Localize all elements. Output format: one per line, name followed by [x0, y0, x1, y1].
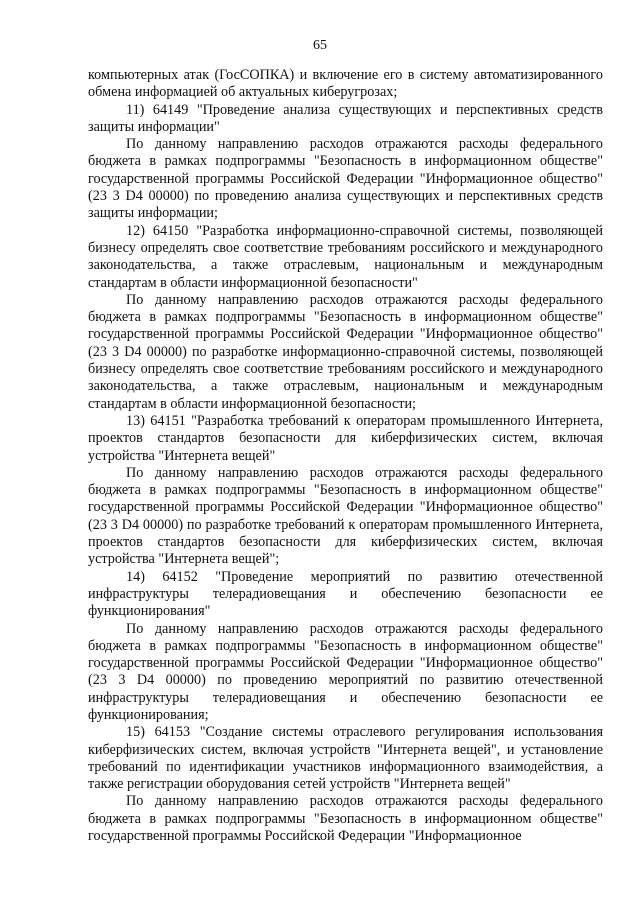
item-11-description: По данному направлению расходов отражаются расходы федерального бюджета в рамках подпрограммы "Безопасность в информационном обществе" государственной программы Российской Федерации "Информационное общество" (23 3 D4 00000) по проведению анализа существующих и перспективных средств защиты информации;: [88, 136, 603, 222]
item-15-description: По данному направлению расходов отражаются расходы федерального бюджета в рамках подпрограммы "Безопасность в информационном обществе" государственной программы Российской Федерации "Информационное: [88, 793, 603, 845]
item-13-heading: 13) 64151 "Разработка требований к операторам промышленного Интернета, проектов стандартов безопасности для киберфизических систем, включая устройства "Интернета вещей": [88, 412, 603, 464]
item-15-heading: 15) 64153 "Создание системы отраслевого регулирования использования киберфизических систем, включая устройств "Интернета вещей", и установление требований по идентификации участников информационного взаимодействия, а также регистрации оборудования сетей устройств "Интернета вещей": [88, 724, 603, 793]
item-12-heading: 12) 64150 "Разработка информационно-справочной системы, позволяющей бизнесу определять свое соответствие требованиям российского и международного законодательства, а также отраслевым, национальным и международным стандартам в области информационной безопасности": [88, 222, 603, 291]
item-11-heading: 11) 64149 "Проведение анализа существующих и перспективных средств защиты информации": [88, 101, 603, 135]
item-12-description: По данному направлению расходов отражаются расходы федерального бюджета в рамках подпрограммы "Безопасность в информационном обществе" государственной программы Российской Федерации "Информационное общество" (23 3 D4 00000) по разработке информационно-справочной системы, позволяющей бизнесу определять свое соответствие требованиям российского и международного законодательства, а также отраслевым, национальным и международным стандартам в области информационной безопасности;: [88, 291, 603, 412]
item-14-heading: 14) 64152 "Проведение мероприятий по развитию отечественной инфраструктуры телерадиовещания и обеспечению безопасности ее функционирования": [88, 568, 603, 620]
item-14-description: По данному направлению расходов отражаются расходы федерального бюджета в рамках подпрограммы "Безопасность в информационном обществе" государственной программы Российской Федерации "Информационное общество" (23 3 D4 00000) по проведению мероприятий по развитию отечественной инфраструктуры телерадиовещания и обеспечению безопасности ее функционирования;: [88, 620, 603, 723]
paragraph-continuation: компьютерных атак (ГосСОПКА) и включение его в систему автоматизированного обмена информацией об актуальных киберугрозах;: [88, 67, 603, 101]
document-body: [88, 67, 603, 845]
item-13-description: По данному направлению расходов отражаются расходы федерального бюджета в рамках подпрограммы "Безопасность в информационном обществе" государственной программы Российской Федерации "Информационное общество" (23 3 D4 00000) по разработке требований к операторам промышленного Интернета, проектов стандартов безопасности для киберфизических систем, включая устройства "Интернета вещей";: [88, 464, 603, 568]
page-number: 65: [313, 38, 327, 53]
